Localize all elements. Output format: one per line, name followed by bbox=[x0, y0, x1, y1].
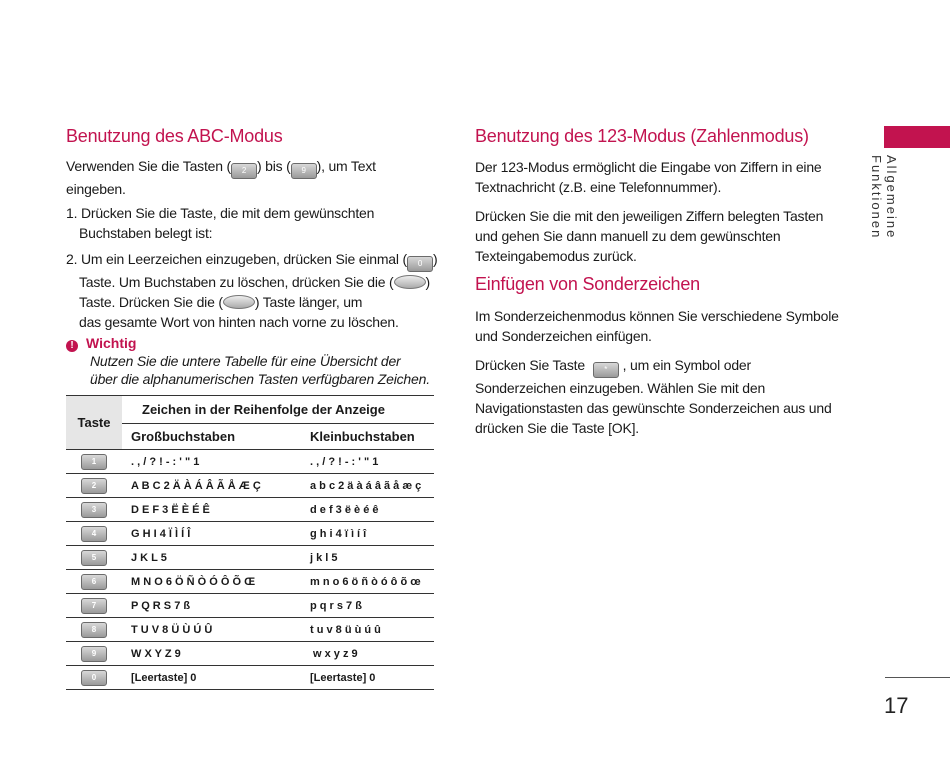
key-8-icon: 8 bbox=[81, 622, 107, 638]
abc-intro: Verwenden Sie die Tasten ( 2 ) bis ( 9 ), um Text eingeben. bbox=[66, 158, 376, 197]
key-5-icon: 5 bbox=[81, 550, 107, 566]
table-row: 5 J K L 5 j k l 5 bbox=[66, 546, 434, 570]
character-table bbox=[66, 395, 434, 690]
table-row: 7 P Q R S 7 ß p q r s 7 ß bbox=[66, 594, 434, 618]
character-table-wrap bbox=[66, 395, 434, 690]
special-para-1: Im Sonderzeichenmodus können Sie verschiedene Symbole und Sonderzeichen einfügen. bbox=[475, 308, 839, 344]
table-row: 1 . , / ? ! - : ' " 1 . , / ? ! - : ' " 1 bbox=[66, 450, 434, 474]
numeric-para-2: Drücken Sie die mit den jeweiligen Ziffern belegten Tasten und gehen Sie dann manuell zu dem gewünschten Texteingabemodus zurück. bbox=[475, 208, 824, 264]
table-row: 6 M N O 6 Ö Ñ Ò Ó Ô Õ Œ m n o 6 ö ñ ò ó ô õ œ bbox=[66, 570, 434, 594]
key-1-icon: 1 bbox=[81, 454, 107, 470]
special-para-2: Drücken Sie Taste * , um ein Symbol oder Sonderzeichen einzugeben. Wählen Sie mit den Navigationstasten das gewünschte Sonderzeichen aus und drücken Sie die Taste [OK]. bbox=[475, 357, 832, 436]
key-2-icon: 2 bbox=[81, 478, 107, 494]
key-9-icon: 9 bbox=[81, 646, 107, 662]
star-key-icon: * bbox=[593, 362, 619, 378]
step-2: 2. Um ein Leerzeichen einzugeben, drücken Sie einmal ( 0 ) Taste. Um Buchstaben zu löschen, drücken Sie die ( ) Taste. Drücken Sie die ( ) Taste länger, um das gesamte Wort von hinten nach vorne zu löschen. bbox=[66, 251, 438, 330]
abc-mode-heading: Benutzung des ABC-Modus bbox=[66, 126, 283, 146]
key-0-icon: 0 bbox=[407, 256, 433, 272]
chapter-tab bbox=[884, 126, 950, 148]
table-row: 4 G H I 4 Ï Ì Í Î g h i 4 ï ì í î bbox=[66, 522, 434, 546]
table-row: 2 A B C 2 Ä À Á Â Ã Å Æ Ç a b c 2 ä à á â ã å æ ç bbox=[66, 474, 434, 498]
note-text: Nutzen Sie die untere Tabelle für eine Übersicht der über die alphanumerischen Tasten verfügbaren Zeichen. bbox=[90, 353, 430, 387]
col-header-group: Zeichen in der Reihenfolge der Anzeige bbox=[122, 396, 434, 424]
chapter-label: Allgemeine Funktionen bbox=[869, 155, 899, 240]
page-number-divider bbox=[885, 677, 950, 678]
special-chars-heading: Einfügen von Sonderzeichen bbox=[475, 274, 700, 294]
key-4-icon: 4 bbox=[81, 526, 107, 542]
key-0-icon: 0 bbox=[81, 670, 107, 686]
key-9-icon: 9 bbox=[291, 163, 317, 179]
table-row: 0 [Leertaste] 0 [Leertaste] 0 bbox=[66, 666, 434, 690]
clear-key-icon bbox=[223, 295, 255, 309]
page-number: 17 bbox=[884, 693, 909, 718]
numeric-para-1: Der 123-Modus ermöglicht die Eingabe von Ziffern in eine Textnachricht (z.B. eine Telefonnummer). bbox=[475, 159, 822, 195]
col-header-upper: Großbuchstaben bbox=[131, 429, 236, 444]
table-row: 8 T U V 8 Ü Ù Ú Û t u v 8 ü ù ú û bbox=[66, 618, 434, 642]
note-box: ! Wichtig Nutzen Sie die untere Tabelle für eine Übersicht der über die alphanumerischen Tasten verfügbaren Zeichen. bbox=[66, 334, 446, 388]
col-header-key: Taste bbox=[66, 396, 122, 450]
table-row: 9 W X Y Z 9 w x y z 9 bbox=[66, 642, 434, 666]
warning-icon: ! bbox=[66, 340, 78, 352]
key-6-icon: 6 bbox=[81, 574, 107, 590]
clear-key-icon bbox=[394, 275, 426, 289]
table-row: 3 D E F 3 Ë È É Ê d e f 3 ë è é ê bbox=[66, 498, 434, 522]
step-1: 1. Drücken Sie die Taste, die mit dem gewünschten Buchstaben belegt ist: bbox=[66, 205, 375, 241]
key-3-icon: 3 bbox=[81, 502, 107, 518]
key-2-icon: 2 bbox=[231, 163, 257, 179]
numeric-mode-heading: Benutzung des 123-Modus (Zahlenmodus) bbox=[475, 126, 809, 146]
key-7-icon: 7 bbox=[81, 598, 107, 614]
col-header-lower: Kleinbuchstaben bbox=[310, 429, 415, 444]
